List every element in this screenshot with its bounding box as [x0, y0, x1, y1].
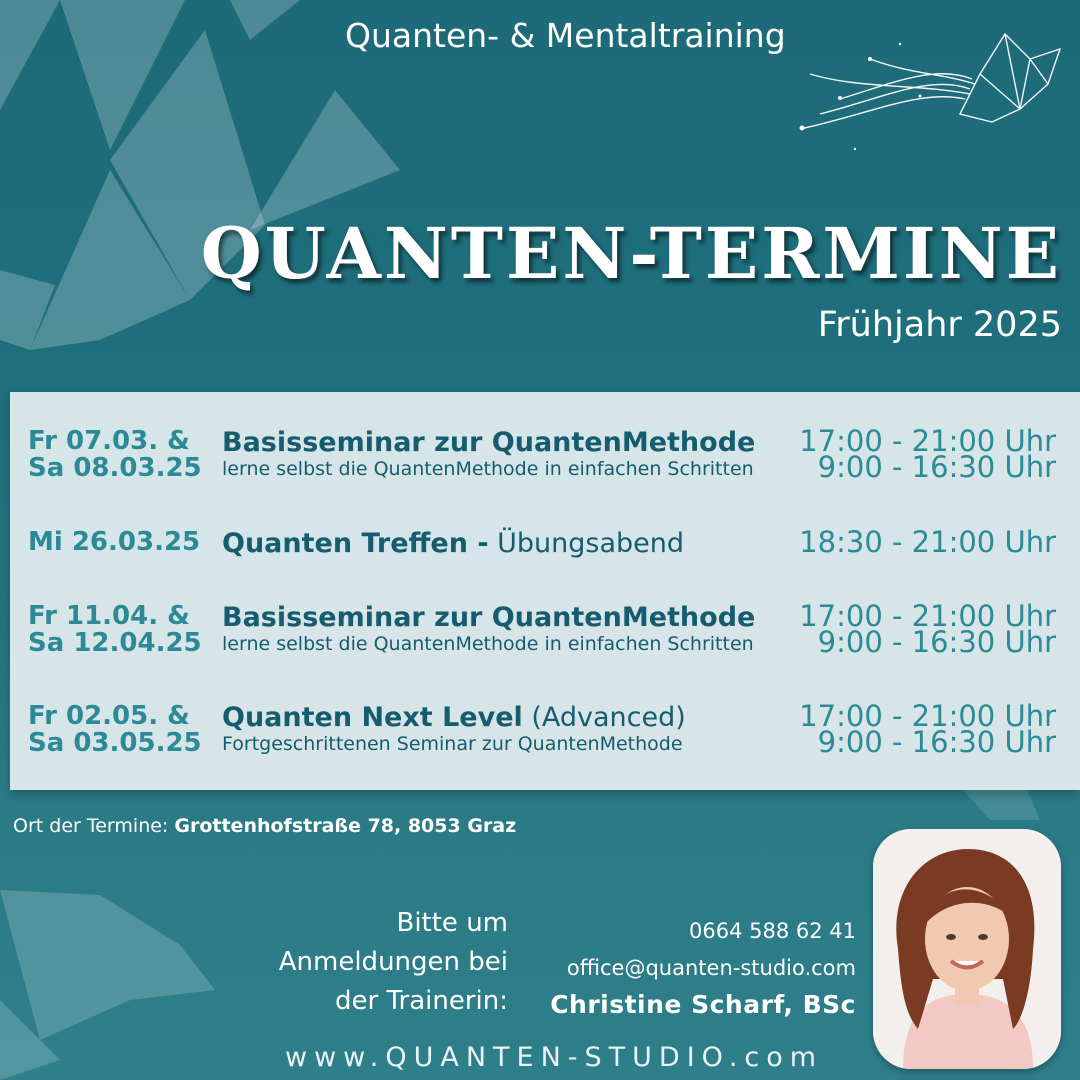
event-time: 18:30 - 21:00 Uhr: [799, 525, 1056, 559]
event-date: Fr 07.03. & Sa 08.03.25: [28, 426, 202, 483]
event-description: Fortgeschrittenen Seminar zur QuantenMethode: [222, 733, 683, 755]
contact-email[interactable]: office@quanten-studio.com: [566, 956, 856, 980]
event-info: [222, 428, 822, 481]
event-title: Basisseminar zur QuantenMethode: [222, 602, 756, 633]
event-info: Quanten Treffen - Übungsabend: [222, 528, 685, 559]
contact-phone[interactable]: 0664 588 62 41: [689, 919, 856, 943]
trainer-portrait: [873, 829, 1061, 1069]
event-date: Fr 11.04. & Sa 12.04.25: [28, 601, 202, 658]
event-title: Quanten Treffen -: [222, 528, 489, 559]
event-date: Fr 02.05. & Sa 03.05.25: [28, 701, 202, 758]
origami-bird-icon: [780, 14, 1080, 164]
event-description: lerne selbst die QuantenMethode in einfachen Schritten: [222, 633, 754, 655]
event-date: Mi 26.03.25: [28, 527, 201, 557]
registration-note: Bitte um Anmeldungen bei der Trainerin:: [278, 908, 508, 1016]
event-time: 17:00 - 21:00 Uhr 9:00 - 16:30 Uhr: [799, 424, 1056, 484]
location-address: Grottenhofstraße 78, 8053 Graz: [174, 815, 517, 837]
schedule-panel: [10, 392, 1080, 790]
event-description: lerne selbst die QuantenMethode in einfachen Schritten: [222, 458, 754, 480]
event-title: Basisseminar zur QuantenMethode: [222, 427, 756, 458]
event-info: Quanten Next Level (Advanced) Fortgeschrittenen Seminar zur QuantenMethode: [222, 703, 822, 756]
brand-name: Quanten- & Mentaltraining: [345, 16, 786, 55]
event-info: [222, 603, 822, 656]
trainer-name: Christine Scharf, BSc: [550, 990, 856, 1019]
page-title: QUANTEN-TERMINE: [200, 212, 1062, 295]
location-info: [13, 815, 516, 837]
event-title: Quanten Next Level: [222, 702, 523, 733]
page-subtitle: Frühjahr 2025: [817, 305, 1062, 345]
event-time: 17:00 - 21:00 Uhr 9:00 - 16:30 Uhr: [799, 599, 1056, 659]
portrait-illustration: [873, 829, 1061, 1069]
event-time: 17:00 - 21:00 Uhr 9:00 - 16:30 Uhr: [799, 699, 1056, 759]
location-label: Ort der Termine:: [13, 815, 175, 837]
website-link[interactable]: www.QUANTEN-STUDIO.com: [285, 1042, 824, 1073]
contact-block: [550, 913, 856, 1023]
